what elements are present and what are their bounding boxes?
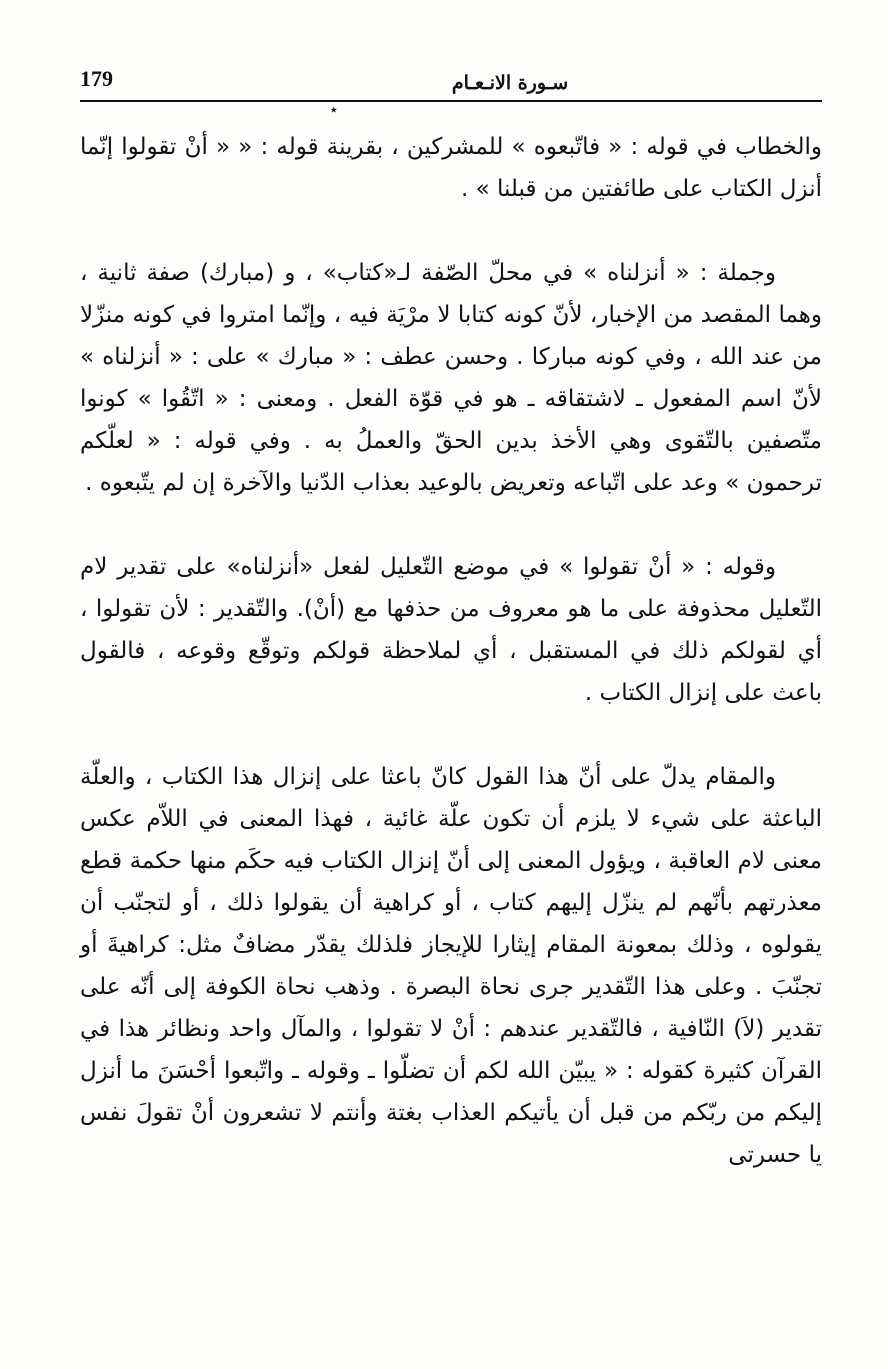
running-title: سـورة الانـعـام	[451, 72, 569, 94]
paragraph: والمقام يدلّ على أنّ هذا القول كانّ باعثا على إنزال هذا الكتاب ، والعلّة الباعثة على شيء لا يلزم أن تكون علّة غائية ، فهذا المعنى في اللاّم عكس معنى لام العاقبة ، ويؤول المعنى إلى أنّ إنزال الكتاب فيه حكَم منها حكمة قطع معذرتهم بأنّهم لم ينزّل إليهم كتاب ، أو كراهية أن يقولوا ذلك ، أو لتجنّب أن يقولوه ، وذلك بمعونة المقام إيثارا للإيجاز فلذلك يقدّر مضافٌ مثل: كراهيةَ أو تجنّبَ . وعلى هذا التّقدير جرى نحاة البصرة . وذهب نحاة الكوفة إلى أنّه على تقدير (لاَ) النّافية ، فالتّقدير عندهم : أنْ لا تقولوا ، والمآل واحد ونظائر هذا في القرآن كثيرة كقوله : « يبيّن الله لكم أن تضلّوا ـ وقوله ـ واتّبعوا أحْسَنَ ما أنزل إليكم من ربّكم من قبل أن يأتيكم العذاب بغتة وأنتم لا تشعرون أنْ تقولَ نفس يا حسرتى	[80, 764, 822, 1168]
paragraph: والخطاب في قوله : « فاتّبعوه » للمشركين ، بقرينة قوله : « « أنْ تقولوا إنّما أنزل الكتاب على طائفتين من قبلنا » .	[80, 134, 822, 202]
header-mark: ٭	[330, 102, 338, 118]
paragraph: وقوله : « أنْ تقولوا » في موضع التّعليل لفعل «أنزلناه» على تقدير لام التّعليل محذوفة على ما هو معروف من حذفها مع (أنْ). والتّقدير : لأن تقولوا ، أي لقولكم ذلك في المستقبل ، أي لملاحظة قولكم وتوقّع وقوعه ، فالقول باعث على إنزال الكتاب .	[80, 554, 822, 706]
body-text	[80, 126, 822, 1176]
header-rule	[80, 100, 822, 102]
paragraph: وجملة : « أنزلناه » في محلّ الصّفة لـ«كتاب» ، و (مبارك) صفة ثانية ، وهما المقصد من الإخبار، لأنّ كونه كتابا لا مرْيَة فيه ، وإنّما امتروا في كونه منزّلا من عند الله ، وفي كونه مباركا . وحسن عطف : « مبارك » على : « أنزلناه » لأنّ اسم المفعول ـ لاشتقاقه ـ هو في قوّة الفعل . ومعنى : « اتّقُوا » كونوا متّصفين بالتّقوى وهي الأخذ بدين الحقّ والعملُ به . وفي قوله : « لعلّكم ترحمون » وعد على اتّباعه وتعريض بالوعيد بعذاب الدّنيا والآخرة إن لم يتّبعوه .	[80, 260, 822, 496]
page-header	[80, 66, 822, 102]
page-number: 179	[80, 66, 113, 91]
